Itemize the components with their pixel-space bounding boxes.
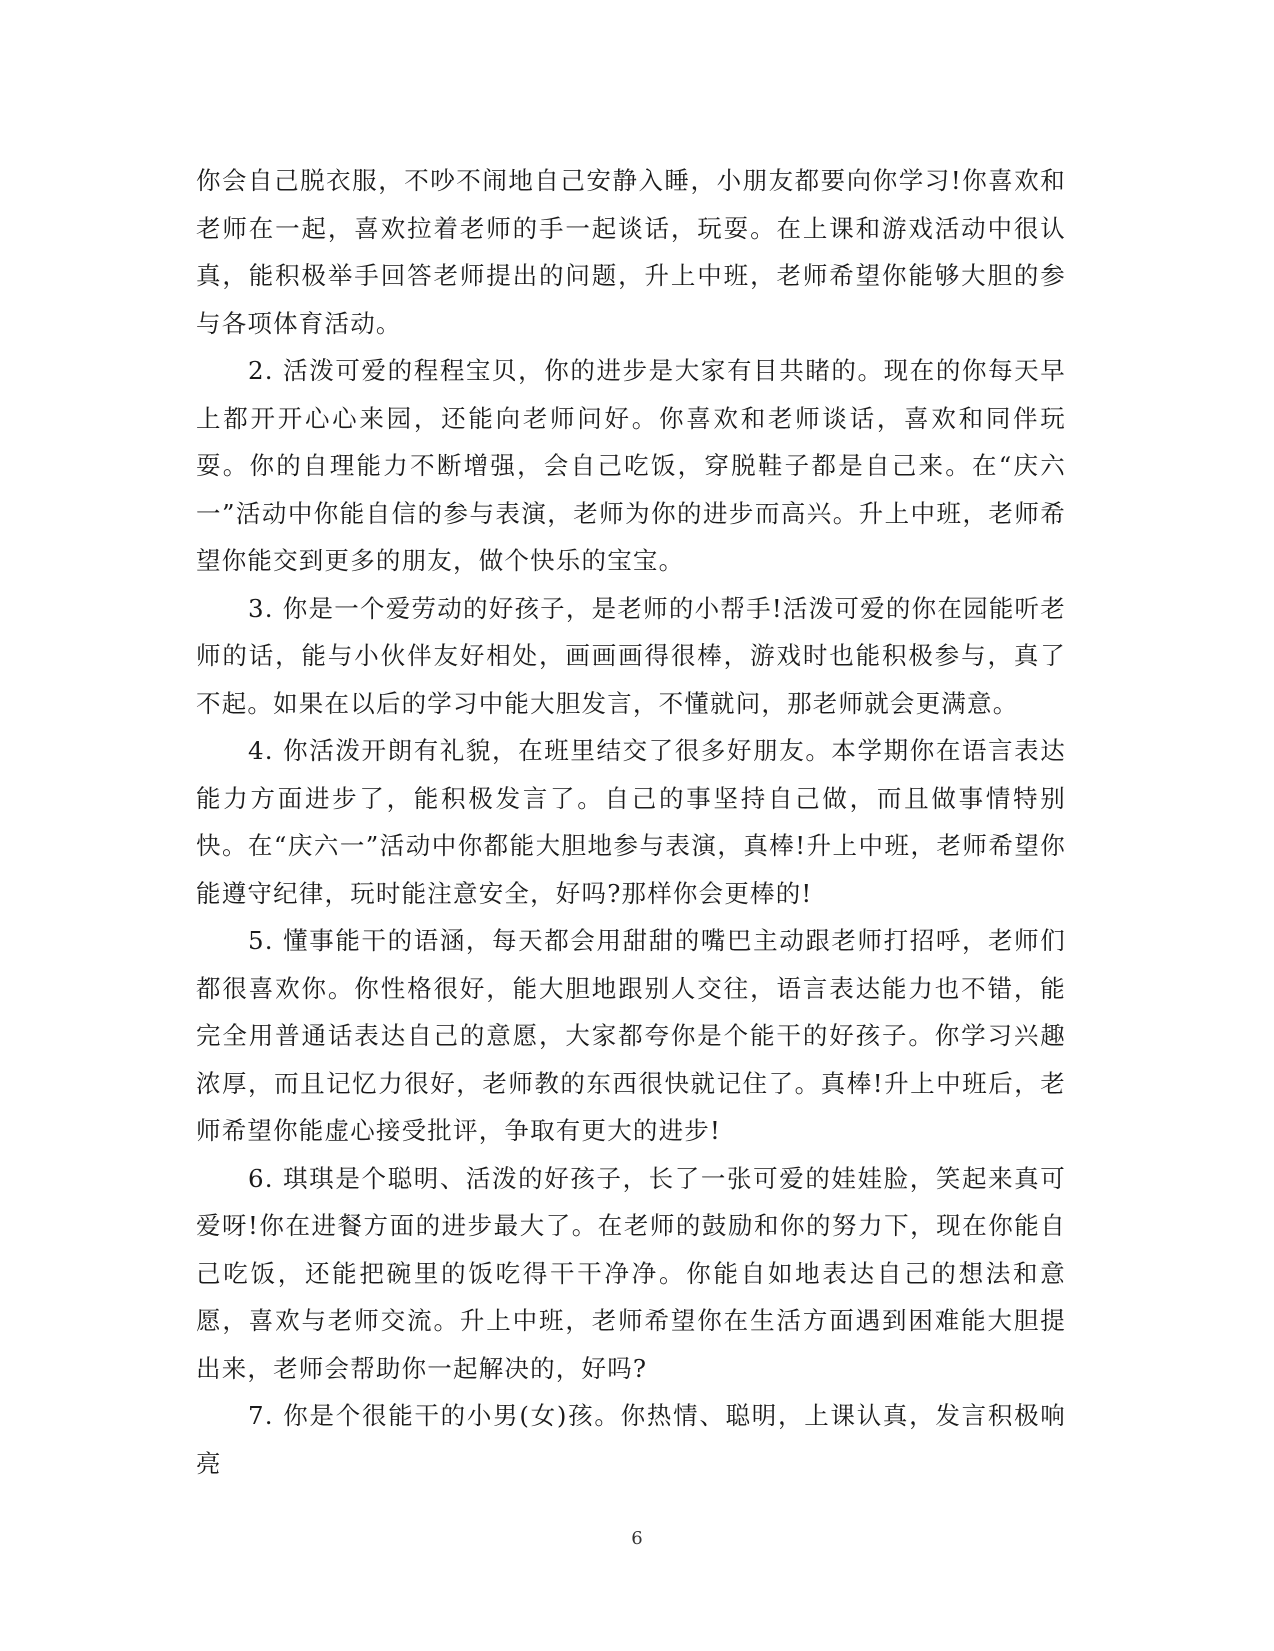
- paragraph-6: 6. 琪琪是个聪明、活泼的好孩子，长了一张可爱的娃娃脸，笑起来真可爱呀!你在进餐方面的进步最大了。在老师的鼓励和你的努力下，现在你能自己吃饭，还能把碗里的饭吃得干干净净。你能自如地表达自己的想法和意愿，喜欢与老师交流。升上中班，老师希望你在生活方面遇到困难能大胆提出来，老师会帮助你一起解决的，好吗?: [196, 1163, 1066, 1383]
- page-number: 6: [631, 1528, 643, 1549]
- paragraph-5: 5. 懂事能干的语涵，每天都会用甜甜的嘴巴主动跟老师打招呼，老师们都很喜欢你。你性格很好，能大胆地跟别人交往，语言表达能力也不错，能完全用普通话表达自己的意愿，大家都夸你是个能干的好孩子。你学习兴趣浓厚，而且记忆力很好，老师教的东西很快就记住了。真棒!升上中班后，老师希望你能虚心接受批评，争取有更大的进步!: [196, 926, 1066, 1145]
- paragraph-4: 4. 你活泼开朗有礼貌，在班里结交了很多好朋友。本学期你在语言表达能力方面进步了，能积极发言了。自己的事坚持自己做，而且做事情特别快。在“庆六一”活动中你都能大胆地参与表演，真棒!升上中班，老师希望你能遵守纪律，玩时能注意安全，好吗?那样你会更棒的!: [196, 736, 1066, 908]
- paragraph-3: 3. 你是一个爱劳动的好孩子，是老师的小帮手!活泼可爱的你在园能听老师的话，能与小伙伴友好相处，画画画得很棒，游戏时也能积极参与，真了不起。如果在以后的学习中能大胆发言，不懂就问，那老师就会更满意。: [196, 593, 1066, 718]
- paragraph-7: 7. 你是个很能干的小男(女)孩。你热情、聪明，上课认真，发言积极响亮: [196, 1401, 1066, 1478]
- paragraph-continuation: 你会自己脱衣服，不吵不闹地自己安静入睡，小朋友都要向你学习!你喜欢和老师在一起，喜欢拉着老师的手一起谈话，玩耍。在上课和游戏活动中很认真，能积极举手回答老师提出的问题，升上中班，老师希望你能够大胆的参与各项体育活动。: [196, 166, 1066, 338]
- paragraph-2: 2. 活泼可爱的程程宝贝，你的进步是大家有目共睹的。现在的你每天早上都开开心心来园，还能向老师问好。你喜欢和老师谈话，喜欢和同伴玩耍。你的自理能力不断增强，会自己吃饭，穿脱鞋子都是自己来。在“庆六一”活动中你能自信的参与表演，老师为你的进步而高兴。升上中班，老师希望你能交到更多的朋友，做个快乐的宝宝。: [196, 356, 1066, 575]
- document-body: [196, 157, 1066, 1487]
